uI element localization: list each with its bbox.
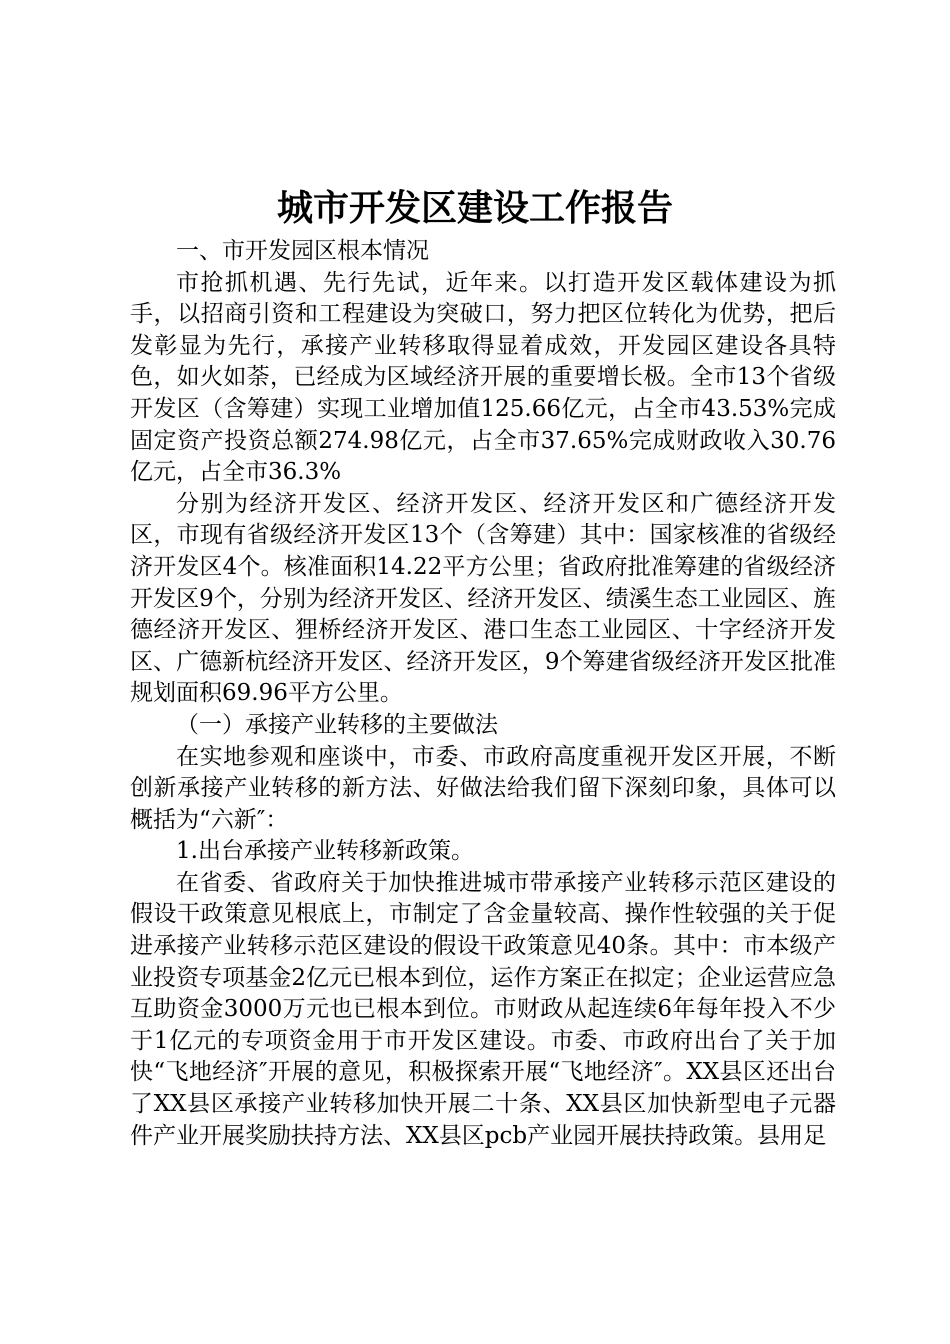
document-body [130, 236, 836, 1152]
subsection-heading-main-practices: （一）承接产业转移的主要做法 [176, 711, 498, 738]
paragraph-development-zones: 分别为经济开发区、经济开发区、经济开发区和广德经济开发区，市现有省级经济开发区13个（含筹建）其中：国家核准的省级经济开发区4个。核准面积14.22平方公里；省政府批准筹建的省级经济开发区9个，分别为经济开发区、经济开发区、绩溪生态工业园区、旌德经济开发区、狸桥经济开发区、港口生态工业园区、十字经济开发区、广德新杭经济开发区、经济开发区，9个筹建省级经济开发区批准规划面积69.96平方公里。 [130, 490, 836, 707]
paragraph-overview: 市抢抓机遇、先行先试，近年来。以打造开发区载体建设为抓手，以招商引资和工程建设为突破口，努力把区位转化为优势，把后发彰显为先行，承接产业转移取得显着成效，开发园区建设各具特色，如火如荼，已经成为区域经济开展的重要增长极。全市13个省级开发区（含筹建）实现工业增加值125.66亿元，占全市43.53%完成固定资产投资总额274.98亿元，占全市37.65%完成财政收入30.76亿元，占全市36.3% [130, 269, 836, 486]
document-title: 城市开发区建设工作报告 [276, 187, 673, 229]
paragraph-policy-details: 在省委、省政府关于加快推进城市带承接产业转移示范区建设的假设干政策意见根底上，市制定了含金量较高、操作性较强的关于促进承接产业转移示范区建设的假设干政策意见40条。其中：市本级产业投资专项基金2亿元已根本到位，运作方案正在拟定；企业运营应急互助资金3000万元也已根本到位。市财政从起连续6年每年投入不少于1亿元的专项资金用于市开发区建设。市委、市政府出台了关于加快“飞地经济″开展的意见，积极探索开展“飞地经济″。XX县区还出台了XX县区承接产业转移加快开展二十条、XX县区加快新型电子元器件产业开展奖励扶持方法、XX县区pcb产业园开展扶持政策。县用足 [130, 869, 836, 1149]
paragraph-six-new: 在实地参观和座谈中，市委、市政府高度重视开发区开展，不断创新承接产业转移的新方法、好做法给我们留下深刻印象，具体可以概括为“六新″： [130, 743, 836, 833]
section-heading-basic-situation: 一、市开发园区根本情况 [176, 238, 429, 264]
item-heading-new-policy: 1.出台承接产业转移新政策。 [176, 838, 474, 865]
